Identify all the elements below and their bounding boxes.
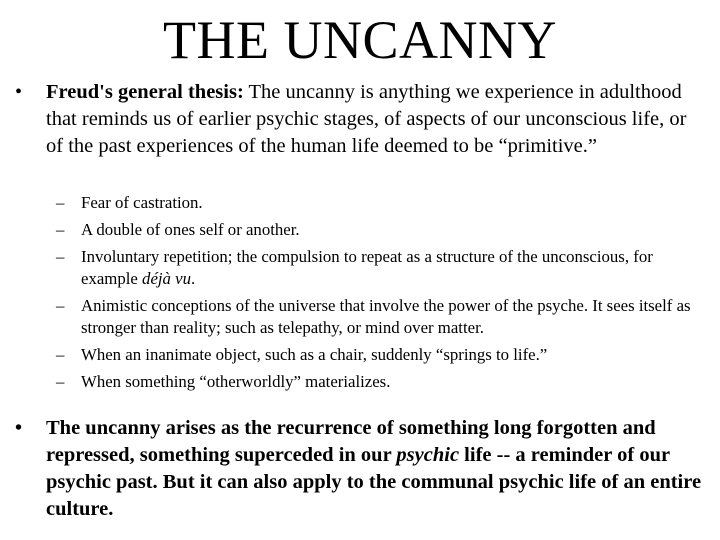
list-item-text: A double of ones self or another. [81, 220, 300, 239]
list-item-text: Fear of castration. [81, 193, 203, 212]
list-item [56, 371, 706, 393]
dash-icon: – [56, 247, 65, 266]
bullet-point-icon: • [15, 417, 23, 439]
bullet-uncanny-recurrence [15, 415, 706, 523]
list-item-text: Involuntary repetition; the compulsion to repeat as a structure of the unconscious, for example [81, 247, 653, 288]
bullet-lead: Freud's general thesis: [46, 81, 244, 103]
list-item-text-end: . [190, 269, 196, 288]
list-item-emphasis: déjà vu [142, 269, 191, 288]
dash-icon: – [56, 193, 65, 212]
dash-icon: – [56, 372, 65, 391]
list-item [56, 295, 706, 339]
dash-icon: – [56, 220, 65, 239]
dash-icon: – [56, 345, 65, 364]
bullet-text: The uncanny arises as the recurrence of something long forgotten and repressed, something superceded in our [46, 417, 656, 466]
slide-title: THE UNCANNY [163, 10, 557, 70]
list-item [56, 246, 706, 290]
list-item-text: When something “otherworldly” materializes. [81, 372, 391, 391]
bullet-freud-thesis [15, 79, 696, 160]
list-item [56, 219, 706, 241]
list-item [56, 192, 706, 214]
list-item-text: When an inanimate object, such as a chair, suddenly “springs to life.” [81, 345, 548, 364]
list-item [56, 344, 706, 366]
bullet-text: The uncanny is anything we experience in adulthood that reminds us of earlier psychic stages, of aspects of our unconscious life, or of the past experiences of the human life deemed to be “primitive.” [46, 81, 687, 157]
sub-list [56, 192, 706, 398]
dash-icon: – [56, 296, 65, 315]
bullet-emphasis: psychic [396, 444, 460, 466]
list-item-text: Animistic conceptions of the universe that involve the power of the psyche. It sees itself as stronger than reality; such as telepathy, or mind over matter. [81, 296, 691, 337]
bullet-text-end: life -- a reminder of our psychic past. But it can also apply to the communal psychic life of an entire culture. [46, 444, 702, 520]
bullet-point-icon: • [15, 81, 23, 103]
